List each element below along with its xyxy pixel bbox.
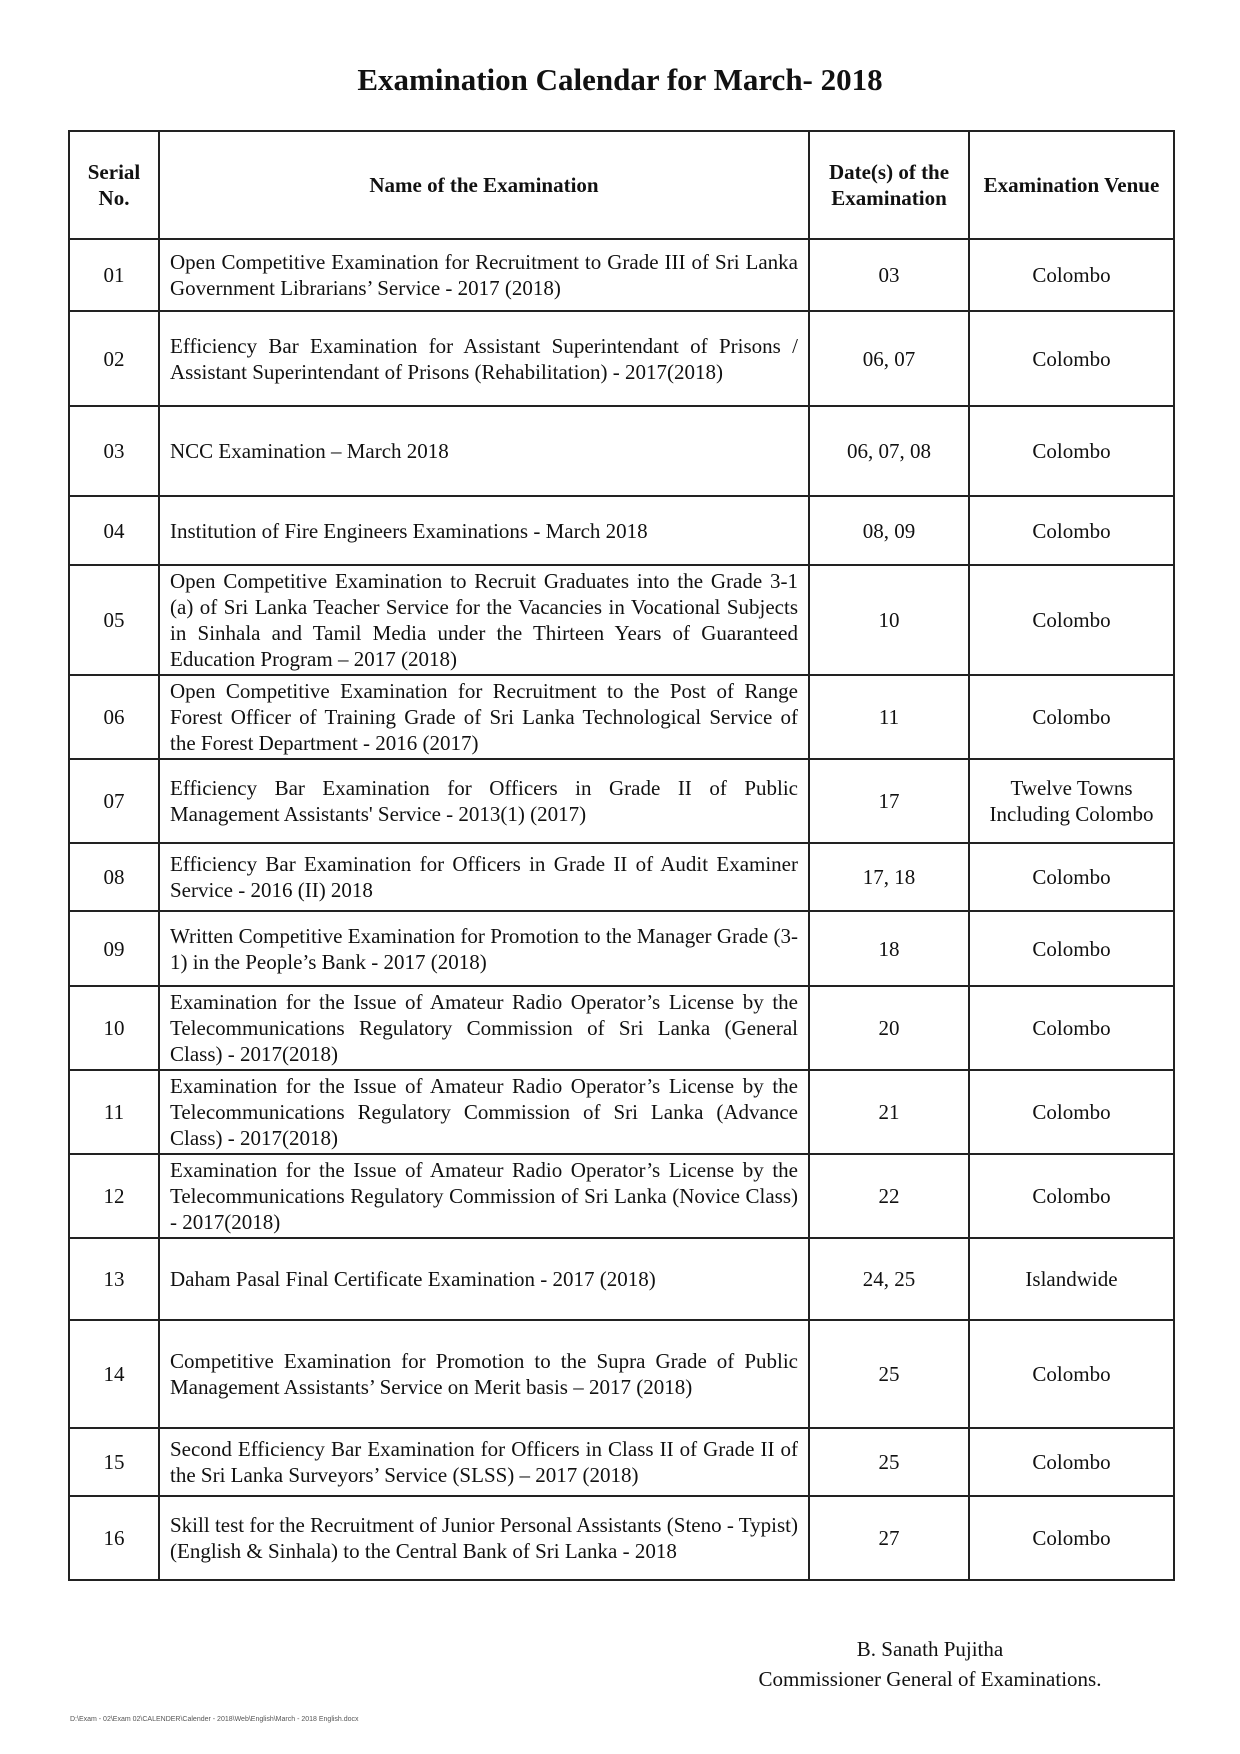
- venue-cell: Islandwide: [969, 1238, 1174, 1320]
- serial-cell: 06: [69, 675, 159, 759]
- table-row: [69, 1238, 1174, 1320]
- dates-cell: 06, 07, 08: [809, 406, 969, 496]
- table-row: [69, 565, 1174, 675]
- exam-name-cell: Daham Pasal Final Certificate Examination - 2017 (2018): [159, 1238, 809, 1320]
- dates-cell: 24, 25: [809, 1238, 969, 1320]
- serial-cell: 03: [69, 406, 159, 496]
- exam-name-cell: Open Competitive Examination to Recruit Graduates into the Grade 3-1 (a) of Sri Lanka Teacher Service for the Vacancies in Vocational Subjects in Sinhala and Tamil Media under the Thirteen Years of Guaranteed Education Program – 2017 (2018): [159, 565, 809, 675]
- dates-cell: 25: [809, 1428, 969, 1496]
- page-title: Examination Calendar for March- 2018: [357, 62, 883, 97]
- dates-cell: 27: [809, 1496, 969, 1580]
- table-row: [69, 911, 1174, 986]
- header-dates: Date(s) of the Examination: [809, 131, 969, 239]
- serial-cell: 08: [69, 843, 159, 911]
- header-venue: Examination Venue: [969, 131, 1174, 239]
- serial-cell: 04: [69, 496, 159, 565]
- dates-cell: 17: [809, 759, 969, 843]
- exam-name-cell: Examination for the Issue of Amateur Radio Operator’s License by the Telecommunications Regulatory Commission of Sri Lanka (Advance Class) - 2017(2018): [159, 1070, 809, 1154]
- serial-cell: 14: [69, 1320, 159, 1428]
- dates-cell: 11: [809, 675, 969, 759]
- venue-cell: Colombo: [969, 565, 1174, 675]
- dates-cell: 18: [809, 911, 969, 986]
- venue-cell: Colombo: [969, 986, 1174, 1070]
- table-row: [69, 1154, 1174, 1238]
- exam-name-cell: NCC Examination – March 2018: [159, 406, 809, 496]
- exam-name-cell: Competitive Examination for Promotion to the Supra Grade of Public Management Assistants’ Service on Merit basis – 2017 (2018): [159, 1320, 809, 1428]
- venue-cell: Colombo: [969, 1496, 1174, 1580]
- dates-cell: 06, 07: [809, 311, 969, 406]
- dates-cell: 08, 09: [809, 496, 969, 565]
- dates-cell: 10: [809, 565, 969, 675]
- dates-cell: 17, 18: [809, 843, 969, 911]
- header-row: [69, 131, 1174, 239]
- signatory-designation: Commissioner General of Examinations.: [758, 1667, 1102, 1691]
- serial-cell: 10: [69, 986, 159, 1070]
- exam-name-cell: Efficiency Bar Examination for Officers in Grade II of Audit Examiner Service - 2016 (II) 2018: [159, 843, 809, 911]
- serial-cell: 01: [69, 239, 159, 311]
- dates-cell: 25: [809, 1320, 969, 1428]
- table-row: [69, 675, 1174, 759]
- serial-cell: 09: [69, 911, 159, 986]
- serial-cell: 16: [69, 1496, 159, 1580]
- venue-cell: Colombo: [969, 675, 1174, 759]
- exam-name-cell: Second Efficiency Bar Examination for Officers in Class II of Grade II of the Sri Lanka Surveyors’ Service (SLSS) – 2017 (2018): [159, 1428, 809, 1496]
- exam-name-cell: Open Competitive Examination for Recruitment to the Post of Range Forest Officer of Training Grade of Sri Lanka Technological Service of the Forest Department - 2016 (2017): [159, 675, 809, 759]
- exam-calendar-table: [68, 130, 1175, 1581]
- exam-name-cell: Written Competitive Examination for Promotion to the Manager Grade (3-1) in the People’s Bank - 2017 (2018): [159, 911, 809, 986]
- table-row: [69, 1070, 1174, 1154]
- venue-cell: Colombo: [969, 1070, 1174, 1154]
- exam-name-cell: Efficiency Bar Examination for Assistant Superintendant of Prisons / Assistant Superintendant of Prisons (Rehabilitation) - 2017(2018): [159, 311, 809, 406]
- venue-cell: Colombo: [969, 1428, 1174, 1496]
- table-row: [69, 496, 1174, 565]
- venue-cell: Colombo: [969, 1320, 1174, 1428]
- serial-cell: 05: [69, 565, 159, 675]
- header-name: Name of the Examination: [159, 131, 809, 239]
- exam-name-cell: Institution of Fire Engineers Examinations - March 2018: [159, 496, 809, 565]
- serial-cell: 02: [69, 311, 159, 406]
- venue-cell: Colombo: [969, 911, 1174, 986]
- venue-cell: Colombo: [969, 843, 1174, 911]
- file-path-footer: D:\Exam - 02\Exam 02\CALENDER\Calender - 2018\Web\English\March - 2018 English.docx: [70, 1716, 359, 1723]
- table-row: [69, 759, 1174, 843]
- venue-cell: Twelve Towns Including Colombo: [969, 759, 1174, 843]
- venue-cell: Colombo: [969, 496, 1174, 565]
- header-serial: Serial No.: [69, 131, 159, 239]
- table-row: [69, 239, 1174, 311]
- table-row: [69, 986, 1174, 1070]
- venue-cell: Colombo: [969, 406, 1174, 496]
- venue-cell: Colombo: [969, 311, 1174, 406]
- serial-cell: 11: [69, 1070, 159, 1154]
- exam-name-cell: Open Competitive Examination for Recruitment to Grade III of Sri Lanka Government Librarians’ Service - 2017 (2018): [159, 239, 809, 311]
- serial-cell: 12: [69, 1154, 159, 1238]
- table-row: [69, 1496, 1174, 1580]
- dates-cell: 21: [809, 1070, 969, 1154]
- venue-cell: Colombo: [969, 239, 1174, 311]
- table-row: [69, 1320, 1174, 1428]
- table-row: [69, 311, 1174, 406]
- table-row: [69, 1428, 1174, 1496]
- dates-cell: 20: [809, 986, 969, 1070]
- dates-cell: 22: [809, 1154, 969, 1238]
- serial-cell: 07: [69, 759, 159, 843]
- exam-name-cell: Skill test for the Recruitment of Junior Personal Assistants (Steno - Typist) (English & Sinhala) to the Central Bank of Sri Lanka - 2018: [159, 1496, 809, 1580]
- serial-cell: 13: [69, 1238, 159, 1320]
- exam-name-cell: Examination for the Issue of Amateur Radio Operator’s License by the Telecommunications Regulatory Commission of Sri Lanka (Novice Class) - 2017(2018): [159, 1154, 809, 1238]
- exam-name-cell: Examination for the Issue of Amateur Radio Operator’s License by the Telecommunications Regulatory Commission of Sri Lanka (General Class) - 2017(2018): [159, 986, 809, 1070]
- signatory-name: B. Sanath Pujitha: [856, 1637, 1004, 1661]
- exam-name-cell: Efficiency Bar Examination for Officers in Grade II of Public Management Assistants' Service - 2013(1) (2017): [159, 759, 809, 843]
- serial-cell: 15: [69, 1428, 159, 1496]
- table-row: [69, 843, 1174, 911]
- dates-cell: 03: [809, 239, 969, 311]
- table-row: [69, 406, 1174, 496]
- venue-cell: Colombo: [969, 1154, 1174, 1238]
